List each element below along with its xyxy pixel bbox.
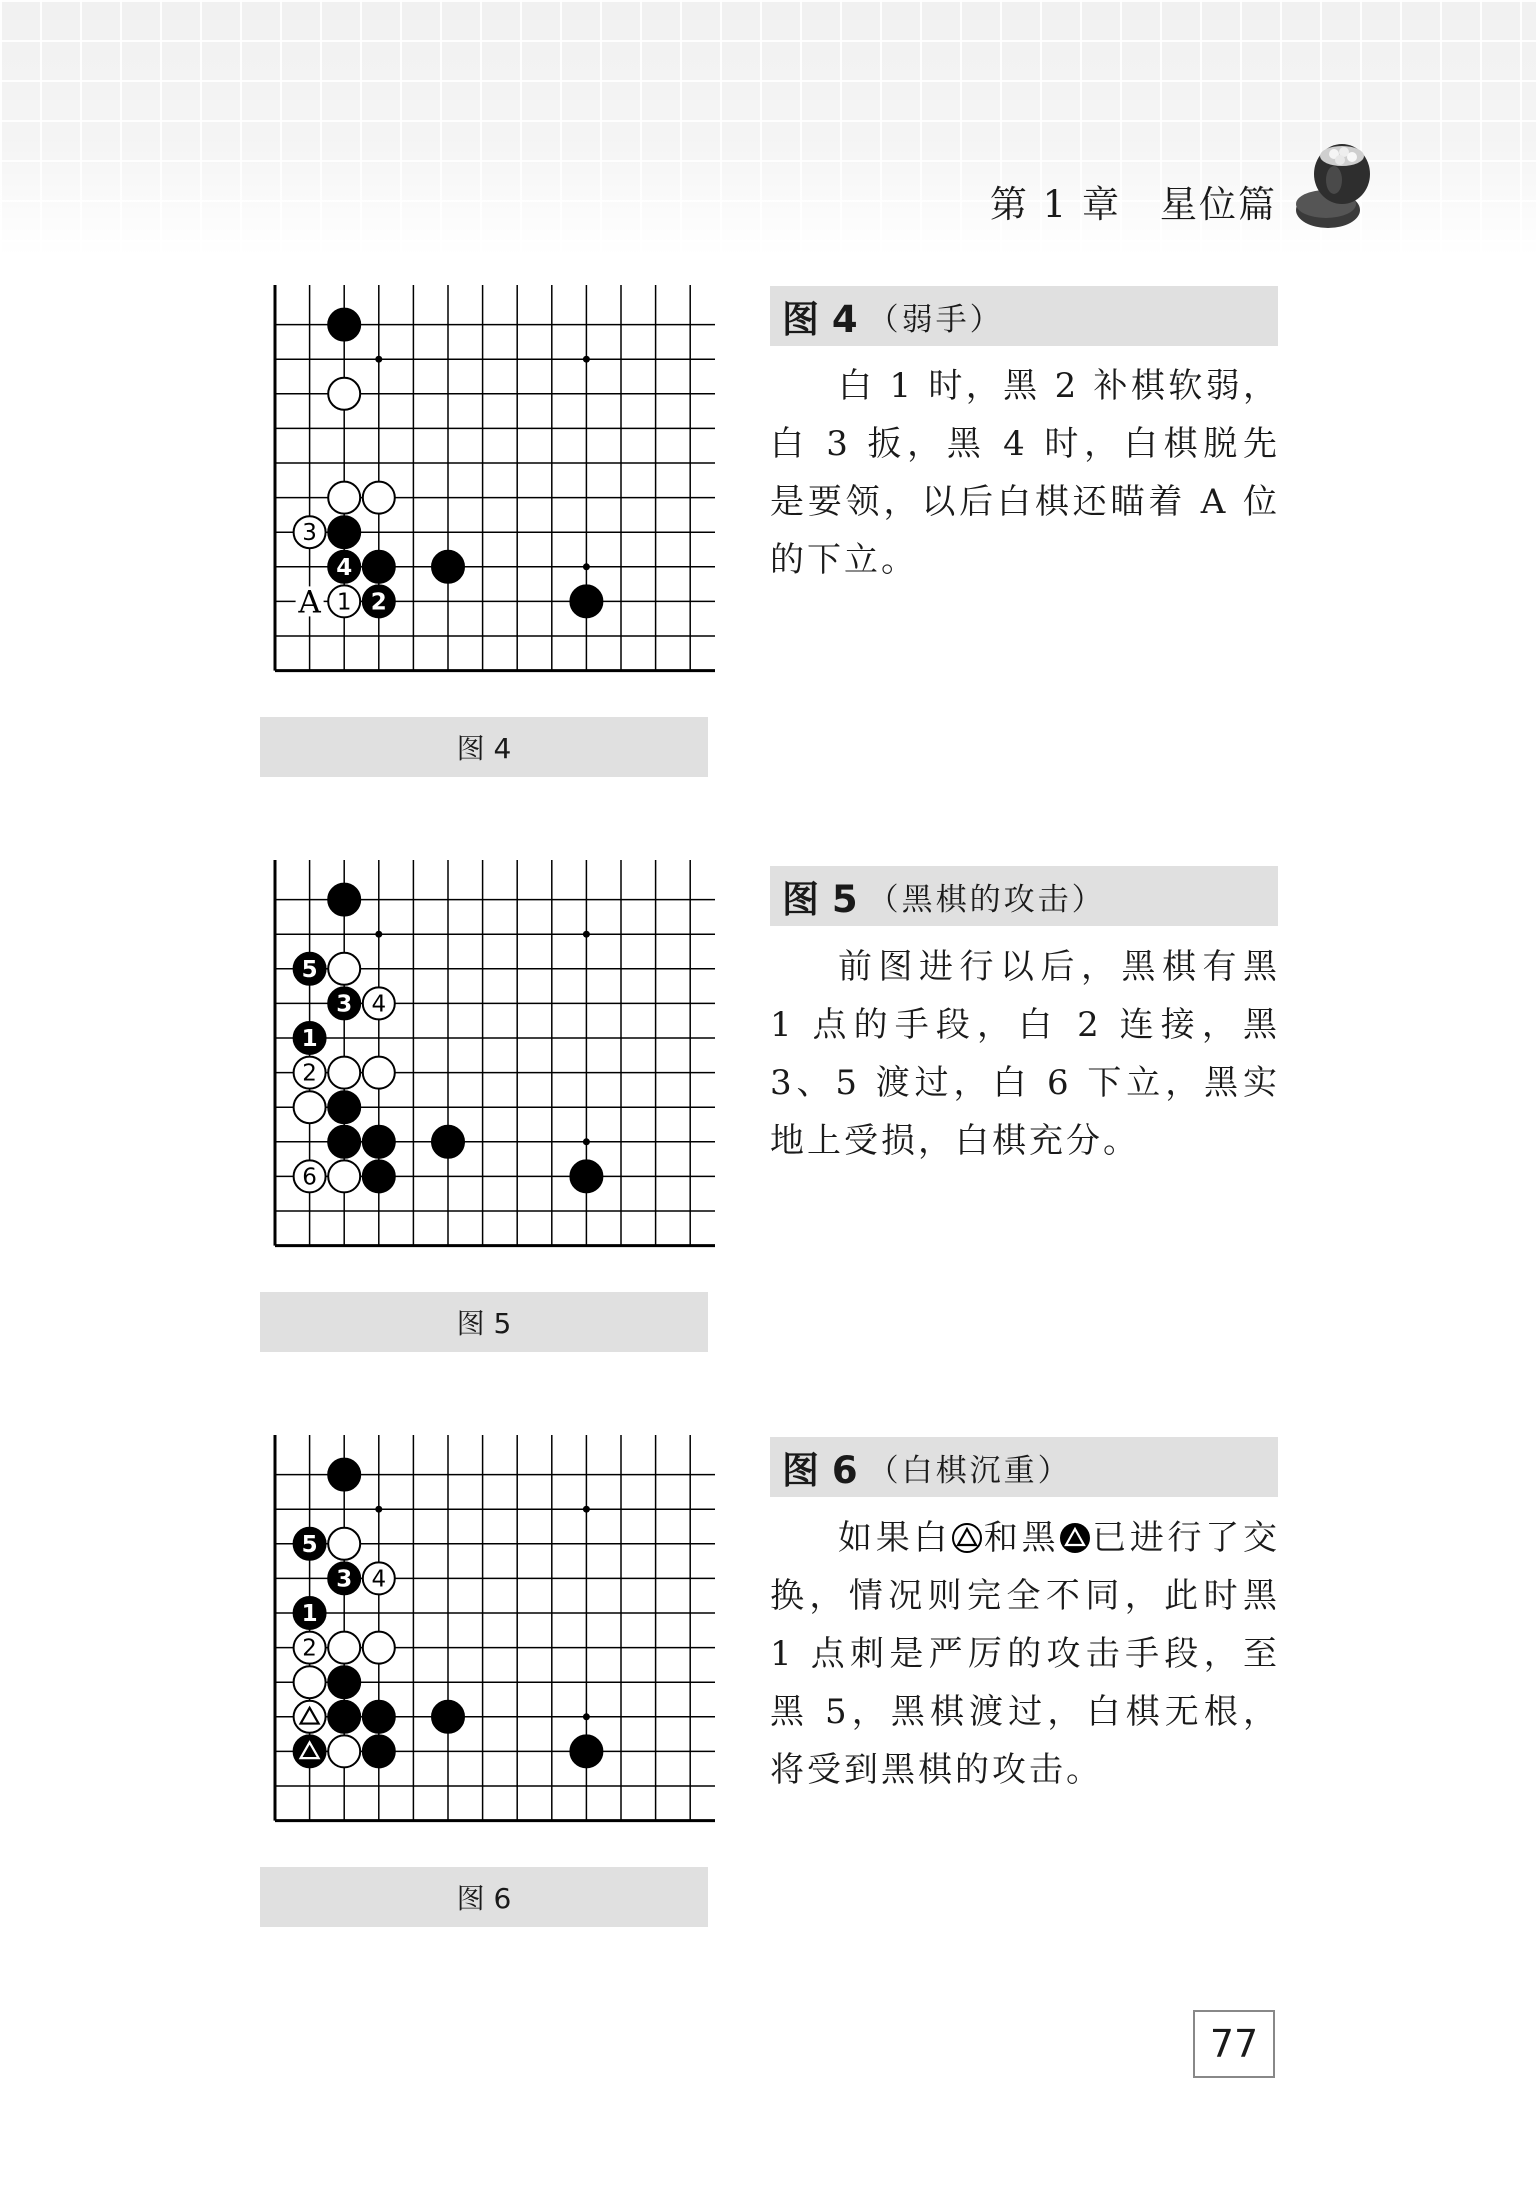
black-stone	[570, 1735, 602, 1767]
star-point	[375, 1506, 382, 1513]
black-stone	[294, 1597, 326, 1629]
board-letter-mark: A	[298, 584, 321, 621]
go-bowl-icon	[1288, 134, 1380, 230]
figure-heading-subtitle: （弱手）	[867, 301, 1004, 338]
move-number: 3	[302, 520, 317, 547]
page-number: 77	[1193, 2010, 1275, 2078]
move-number: 5	[301, 1531, 318, 1558]
star-point	[375, 931, 382, 938]
black-stone	[570, 1160, 602, 1192]
move-number: 4	[371, 991, 387, 1018]
black-stone	[328, 1126, 360, 1158]
black-stone	[328, 1459, 360, 1491]
white-stone	[294, 516, 326, 548]
move-number: 6	[302, 1164, 317, 1191]
white-stone	[328, 1160, 360, 1192]
move-number: 1	[301, 1601, 318, 1627]
black-stone	[432, 1701, 464, 1733]
white-stone	[294, 1666, 326, 1698]
figure-description: 白 1 时，黑 2 补棋软弱，白 3 扳，黑 4 时，白棋脱先是要领，以后白棋还瞄着 A 位的下立。	[770, 366, 1280, 580]
figure-heading	[770, 866, 1278, 926]
move-number: 3	[336, 991, 353, 1018]
move-number: 5	[301, 956, 318, 983]
white-stone	[363, 1057, 395, 1089]
black-stone	[294, 1735, 326, 1767]
go-board-fig5	[255, 860, 715, 1280]
figure-heading-label: 图 4	[782, 298, 858, 341]
move-number: 4	[336, 554, 353, 581]
star-point	[583, 356, 590, 363]
black-stone	[328, 309, 360, 341]
black-stone	[363, 1701, 395, 1733]
white-stone	[328, 1735, 360, 1767]
star-point	[583, 563, 590, 570]
star-point	[583, 931, 590, 938]
figure-caption: 图 5	[260, 1292, 708, 1352]
figure-caption: 图 4	[260, 717, 708, 777]
black-stone	[328, 884, 360, 916]
black-stone	[328, 551, 360, 583]
black-stone	[570, 585, 602, 617]
black-stone	[328, 987, 360, 1019]
black-stone	[432, 1126, 464, 1158]
black-stone	[363, 1160, 395, 1192]
star-point	[583, 1713, 590, 1720]
figure-description	[770, 1509, 1280, 1799]
white-stone	[294, 1632, 326, 1664]
figure-heading-subtitle: （白棋沉重）	[867, 1452, 1072, 1489]
move-number: 1	[336, 589, 352, 616]
white-stone	[294, 1091, 326, 1123]
white-triangle-stone-icon	[951, 1522, 983, 1554]
black-triangle-stone-icon	[1059, 1522, 1091, 1554]
white-stone	[328, 1528, 360, 1560]
figure-heading	[770, 286, 1278, 346]
white-stone	[328, 585, 360, 617]
move-number: 1	[301, 1026, 318, 1052]
move-number: 2	[370, 589, 387, 616]
white-stone	[363, 987, 395, 1019]
black-stone	[328, 1091, 360, 1123]
white-stone	[294, 1160, 326, 1192]
black-stone	[363, 1735, 395, 1767]
white-stone	[328, 1632, 360, 1664]
star-point	[583, 1138, 590, 1145]
figure-heading	[770, 1437, 1278, 1497]
star-point	[375, 356, 382, 363]
white-stone	[328, 482, 360, 514]
text-segment: 和黑	[983, 1518, 1060, 1558]
chapter-title: 第 1 章 星位篇	[989, 183, 1277, 226]
page-header	[0, 0, 1536, 256]
move-number: 2	[302, 1635, 317, 1662]
black-stone	[294, 1528, 326, 1560]
black-stone	[363, 585, 395, 617]
figure-description: 前图进行以后，黑棋有黑 1 点的手段，白 2 连接，黑 3、5 渡过，白 6 下立，黑实地上受损，白棋充分。	[770, 947, 1280, 1161]
white-stone	[328, 378, 360, 410]
go-board-fig6	[255, 1435, 715, 1855]
star-point	[583, 1506, 590, 1513]
black-stone	[328, 1562, 360, 1594]
move-number: 4	[371, 1566, 387, 1593]
white-stone	[294, 1057, 326, 1089]
black-stone	[328, 1701, 360, 1733]
black-stone	[363, 1126, 395, 1158]
figure-caption: 图 6	[260, 1867, 708, 1927]
white-stone	[328, 953, 360, 985]
go-board-fig4	[255, 285, 715, 705]
figure-heading-subtitle: （黑棋的攻击）	[867, 881, 1106, 918]
white-stone	[363, 1562, 395, 1594]
black-stone	[328, 1666, 360, 1698]
move-number: 2	[302, 1060, 317, 1087]
black-stone	[294, 1022, 326, 1054]
white-stone	[363, 482, 395, 514]
white-stone	[294, 1701, 326, 1733]
black-stone	[363, 551, 395, 583]
move-number: 3	[336, 1566, 353, 1593]
text-segment: 如果白	[838, 1518, 952, 1558]
black-stone	[294, 953, 326, 985]
black-stone	[432, 551, 464, 583]
white-stone	[363, 1632, 395, 1664]
white-stone	[328, 1057, 360, 1089]
text-segment: 已进行了交换，情况则完全不同，此时黑 1 点刺是严厉的攻击手段，至黑 5，黑棋渡过，白棋无根，将受到黑棋的攻击。	[770, 1518, 1281, 1790]
figure-heading-label: 图 5	[782, 878, 858, 921]
figure-heading-label: 图 6	[782, 1449, 858, 1492]
black-stone	[328, 516, 360, 548]
